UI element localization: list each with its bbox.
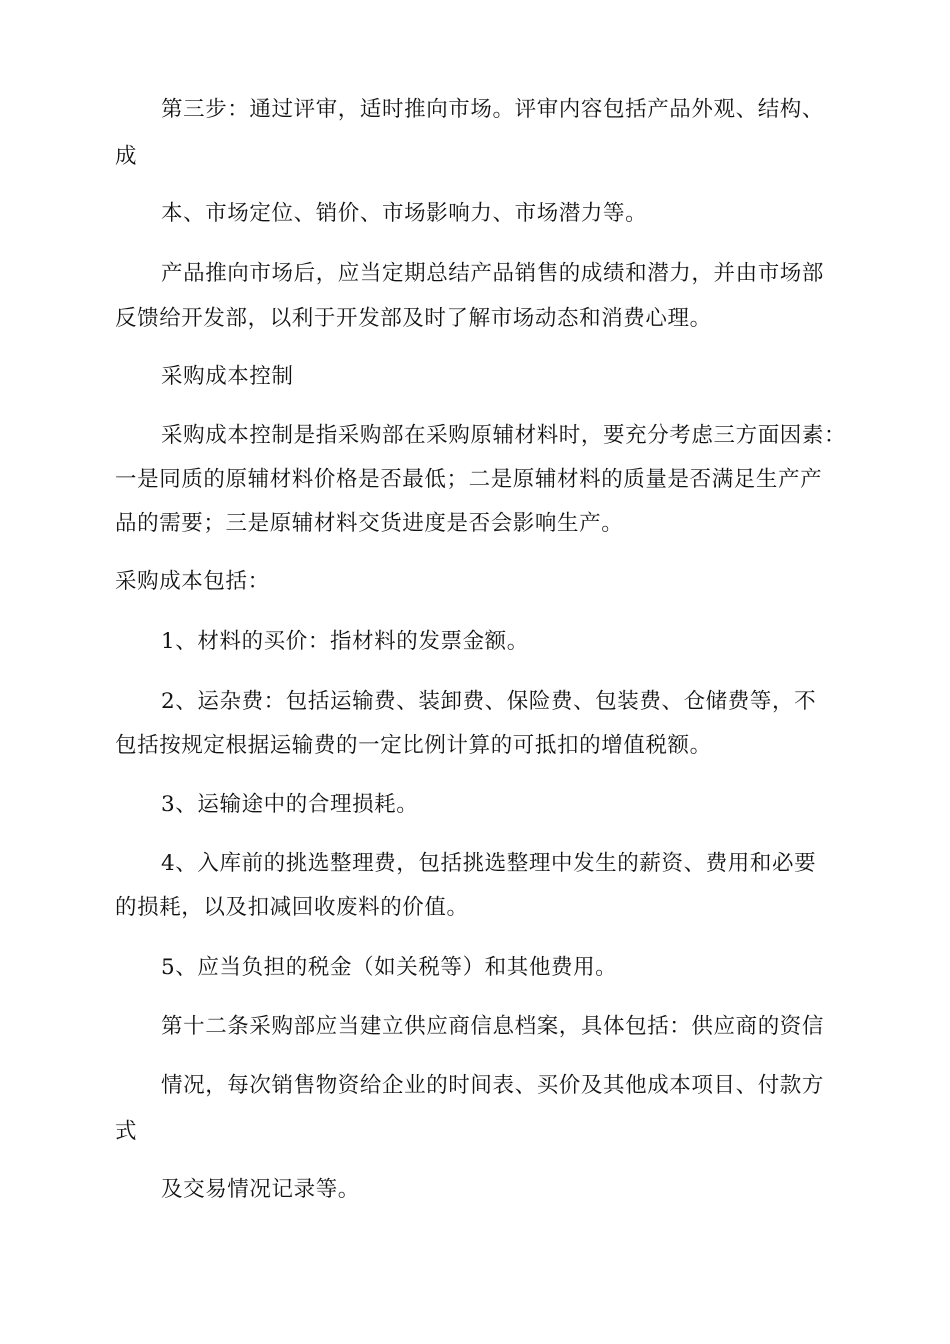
text-line-market-2: 反馈给开发部，以利于开发部及时了解市场动态和消费心理。 bbox=[115, 306, 712, 331]
text-line-step3-cont: 本、市场定位、销价、市场影响力、市场潜力等。 bbox=[161, 201, 648, 226]
text-line-article12-1: 第十二条采购部应当建立供应商信息档案，具体包括：供应商的资信 bbox=[161, 1014, 825, 1039]
text-line-step3-wrap: 成 bbox=[115, 144, 138, 169]
list-item-5: 5、应当负担的税金（如关税等）和其他费用。 bbox=[161, 955, 618, 980]
list-item-1: 1、材料的买价：指材料的发票金额。 bbox=[161, 629, 529, 654]
text-line-article12-2: 情况，每次销售物资给企业的时间表、买价及其他成本项目、付款方 bbox=[161, 1073, 825, 1098]
text-line-article12-3: 及交易情况记录等。 bbox=[161, 1177, 360, 1202]
text-line-purchase-1: 采购成本控制是指采购部在采购原辅材料时，要充分考虑三方面因素： bbox=[161, 423, 847, 448]
text-line-market-1: 产品推向市场后，应当定期总结产品销售的成绩和潜力，并由市场部 bbox=[161, 261, 825, 286]
text-line-step3: 第三步：通过评审，适时推向市场。评审内容包括产品外观、结构、 bbox=[161, 97, 825, 122]
section-heading: 采购成本控制 bbox=[161, 364, 294, 389]
list-item-4: 4、入库前的挑选整理费，包括挑选整理中发生的薪资、费用和必要 bbox=[161, 851, 817, 876]
text-line-purchase-3: 品的需要；三是原辅材料交货进度是否会影响生产。 bbox=[115, 511, 624, 536]
text-line-purchase-2: 一是同质的原辅材料价格是否最低；二是原辅材料的质量是否满足生产产 bbox=[115, 467, 823, 492]
text-line-article12-wrap: 式 bbox=[115, 1119, 138, 1144]
list-heading: 采购成本包括： bbox=[115, 569, 270, 594]
list-item-3: 3、运输途中的合理损耗。 bbox=[161, 792, 419, 817]
list-item-4-cont: 的损耗，以及扣减回收废料的价值。 bbox=[115, 895, 469, 920]
list-item-2-cont: 包括按规定根据运输费的一定比例计算的可抵扣的增值税额。 bbox=[115, 733, 712, 758]
list-item-2: 2、运杂费：包括运输费、装卸费、保险费、包装费、仓储费等，不 bbox=[161, 689, 817, 714]
